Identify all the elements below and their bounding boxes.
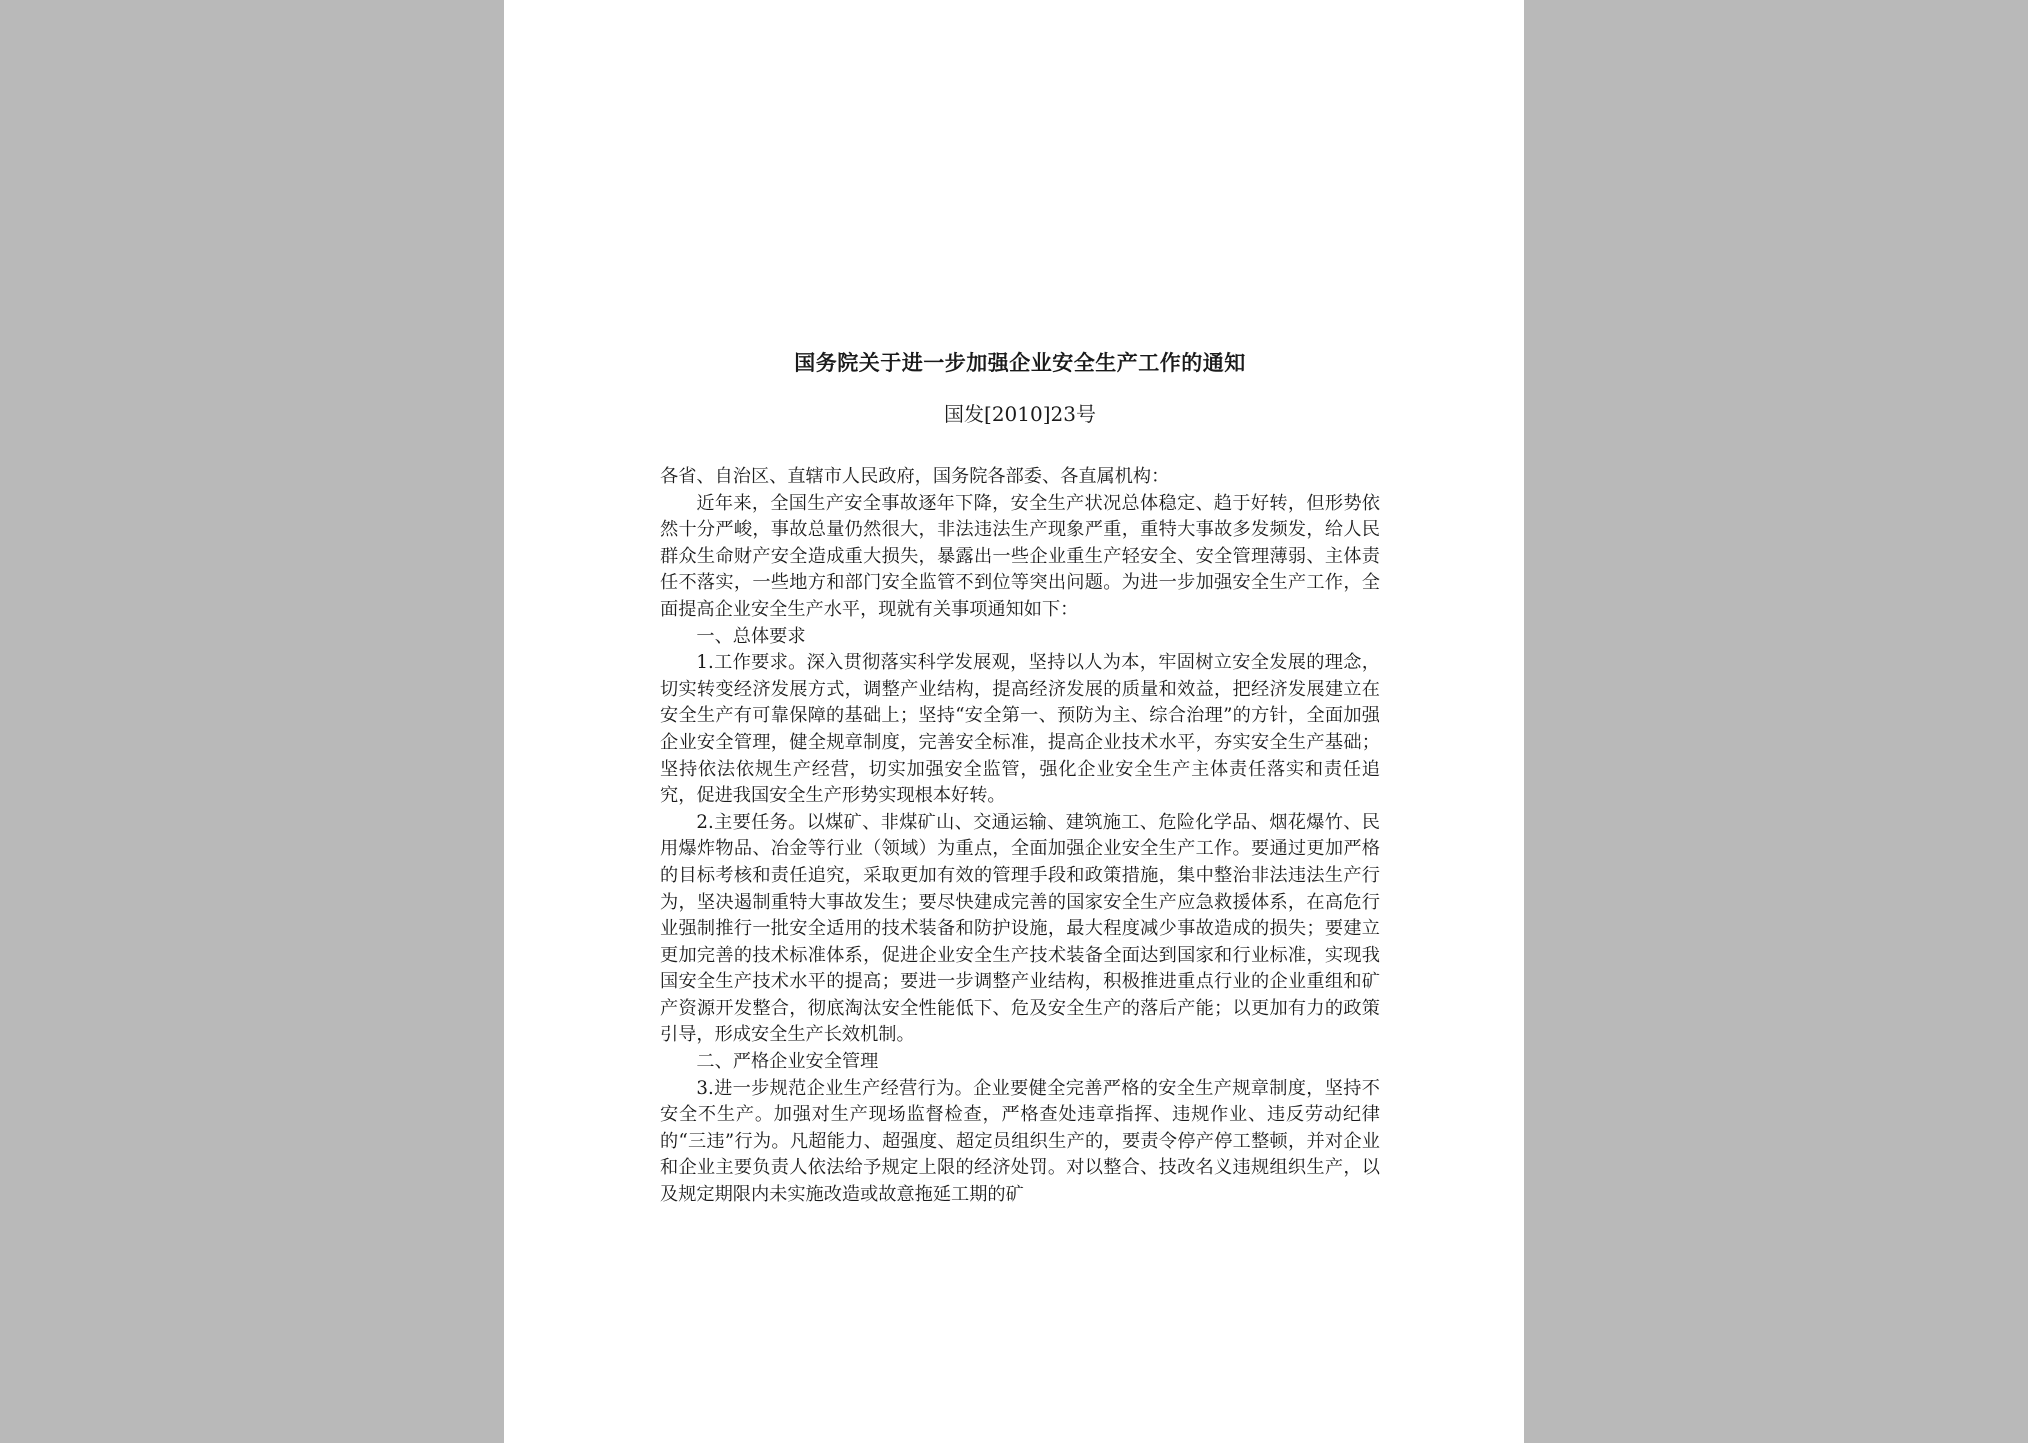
document-body <box>660 464 1380 1209</box>
document-content <box>660 348 1380 1209</box>
section-heading-2: 二、严格企业安全管理 <box>696 1051 879 1073</box>
document-page <box>504 0 1524 1443</box>
paragraph-item-1: 1.工作要求。深入贯彻落实科学发展观，坚持以人为本，牢固树立安全发展的理念，切实转变经济发展方式，调整产业结构，提高经济发展的质量和效益，把经济发展建立在安全生产有可靠保障的基础上；坚持“安全第一、预防为主、综合治理”的方针，全面加强企业安全管理，健全规章制度，完善安全标准，提高企业技术水平，夯实安全生产基础；坚持依法依规生产经营，切实加强安全监管，强化企业安全生产主体责任落实和责任追究，促进我国安全生产形势实现根本好转。 <box>660 652 1380 807</box>
section-heading-1: 一、总体要求 <box>696 625 806 647</box>
paragraph-item-2: 2.主要任务。以煤矿、非煤矿山、交通运输、建筑施工、危险化学品、烟花爆竹、民用爆炸物品、冶金等行业（领域）为重点，全面加强企业安全生产工作。要通过更加严格的目标考核和责任追究，采取更加有效的管理手段和政策措施，集中整治非法违法生产行为，坚决遏制重特大事故发生；要尽快建成完善的国家安全生产应急救援体系，在高危行业强制推行一批安全适用的技术装备和防护设施，最大程度减少事故造成的损失；要建立更加完善的技术标准体系，促进企业安全生产技术装备全面达到国家和行业标准，实现我国安全生产技术水平的提高；要进一步调整产业结构，积极推进重点行业的企业重组和矿产资源开发整合，彻底淘汰安全性能低下、危及安全生产的落后产能；以更加有力的政策引导，形成安全生产长效机制。 <box>660 811 1380 1046</box>
paragraph-item-3: 3.进一步规范企业生产经营行为。企业要健全完善严格的安全生产规章制度，坚持不安全不生产。加强对生产现场监督检查，严格查处违章指挥、违规作业、违反劳动纪律的“三违”行为。凡超能力、超强度、超定员组织生产的，要责令停产停工整顿，并对企业和企业主要负责人依法给予规定上限的经济处罚。对以整合、技改名义违规组织生产，以及规定期限内未实施改造或故意拖延工期的矿 <box>660 1077 1380 1206</box>
document-title: 国务院关于进一步加强企业安全生产工作的通知 <box>794 351 1246 375</box>
paragraph-intro: 近年来，全国生产安全事故逐年下降，安全生产状况总体稳定、趋于好转，但形势依然十分严峻，事故总量仍然很大，非法违法生产现象严重，重特大事故多发频发，给人民群众生命财产安全造成重大损失，暴露出一些企业重生产轻安全、安全管理薄弱、主体责任不落实，一些地方和部门安全监管不到位等突出问题。为进一步加强安全生产工作，全面提高企业安全生产水平，现就有关事项通知如下： <box>660 492 1380 620</box>
document-number: 国发[2010]23号 <box>944 402 1096 426</box>
salutation: 各省、自治区、直辖市人民政府，国务院各部委、各直属机构： <box>660 466 1170 487</box>
